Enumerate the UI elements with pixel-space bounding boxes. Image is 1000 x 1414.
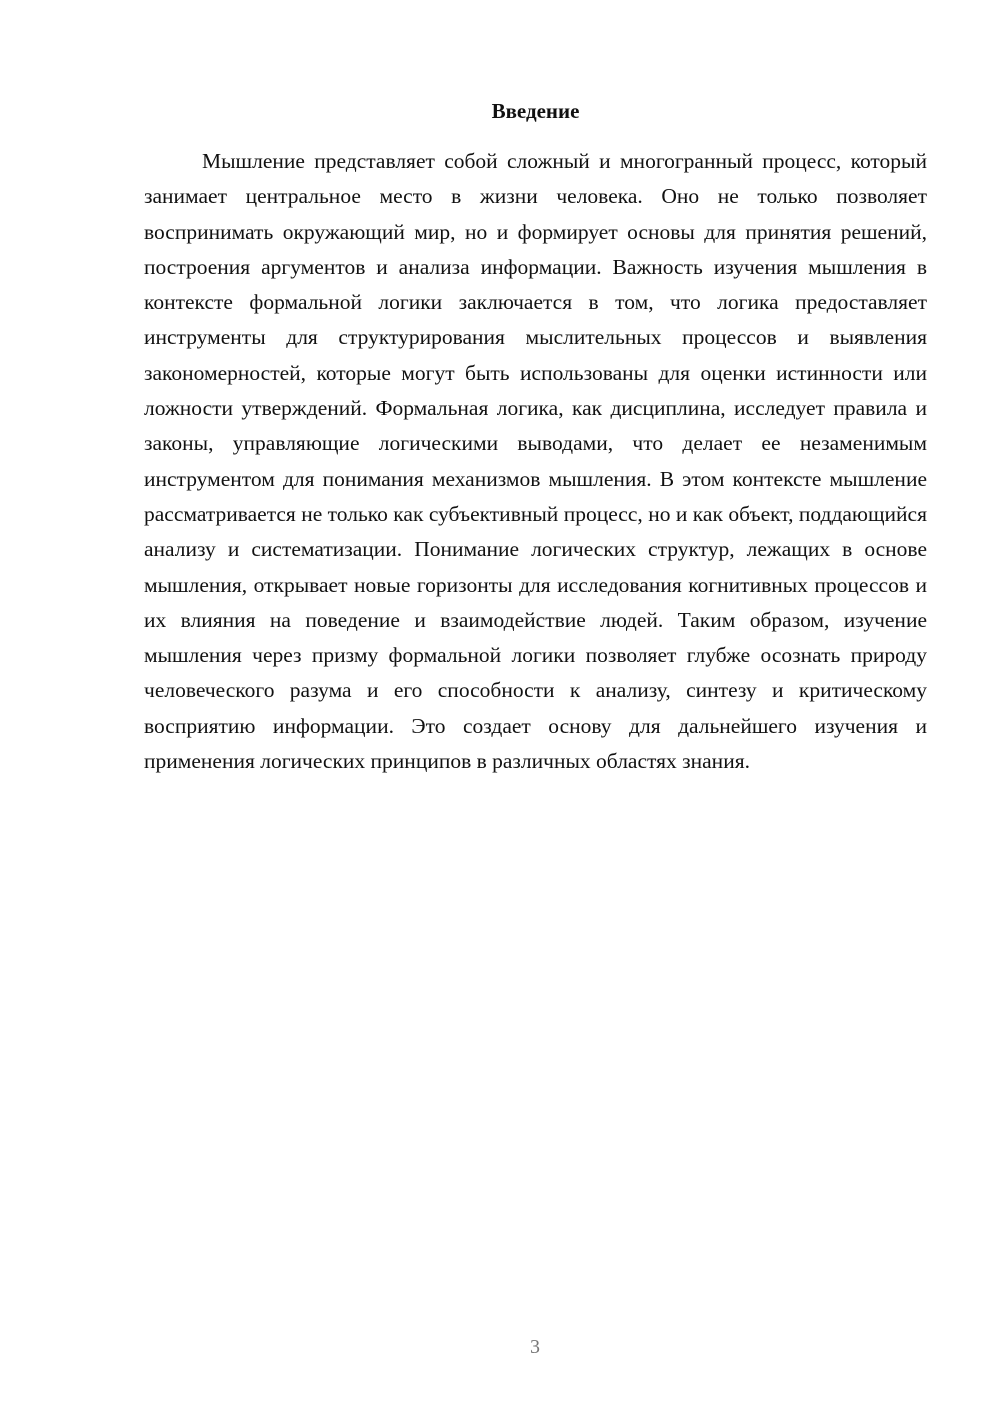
section-heading: Введение — [491, 99, 580, 123]
introduction-paragraph: Мышление представляет собой сложный и многогранный процесс, который занимает центральное место в жизни человека. Оно не только позволяет воспринимать окружающий мир, но и формирует основы для принятия решений, построения аргументов и анализа информации. Важность изучения мышления в контексте формальной логики заключается в том, что логика предоставляет инструменты для структурирования мыслительных процессов и выявления закономерностей, которые могут быть использованы для оценки истинности или ложности утверждений. Формальная логика, как дисциплина, исследует правила и законы, управляющие логическими выводами, что делает ее незаменимым инструментом для понимания механизмов мышления. В этом контексте мышление рассматривается не только как субъективный процесс, но и как объект, поддающийся анализу и систематизации. Понимание логических структур, лежащих в основе мышления, открывает новые горизонты для исследования когнитивных процессов и их влияния на поведение и взаимодействие людей. Таким образом, изучение мышления через призму формальной логики позволяет глубже осознать природу человеческого разума и его способности к анализу, синтезу и критическому восприятию информации. Это создает основу для дальнейшего изучения и применения логических принципов в различных областях знания. — [144, 149, 927, 774]
page-number: 3 — [530, 1336, 540, 1358]
